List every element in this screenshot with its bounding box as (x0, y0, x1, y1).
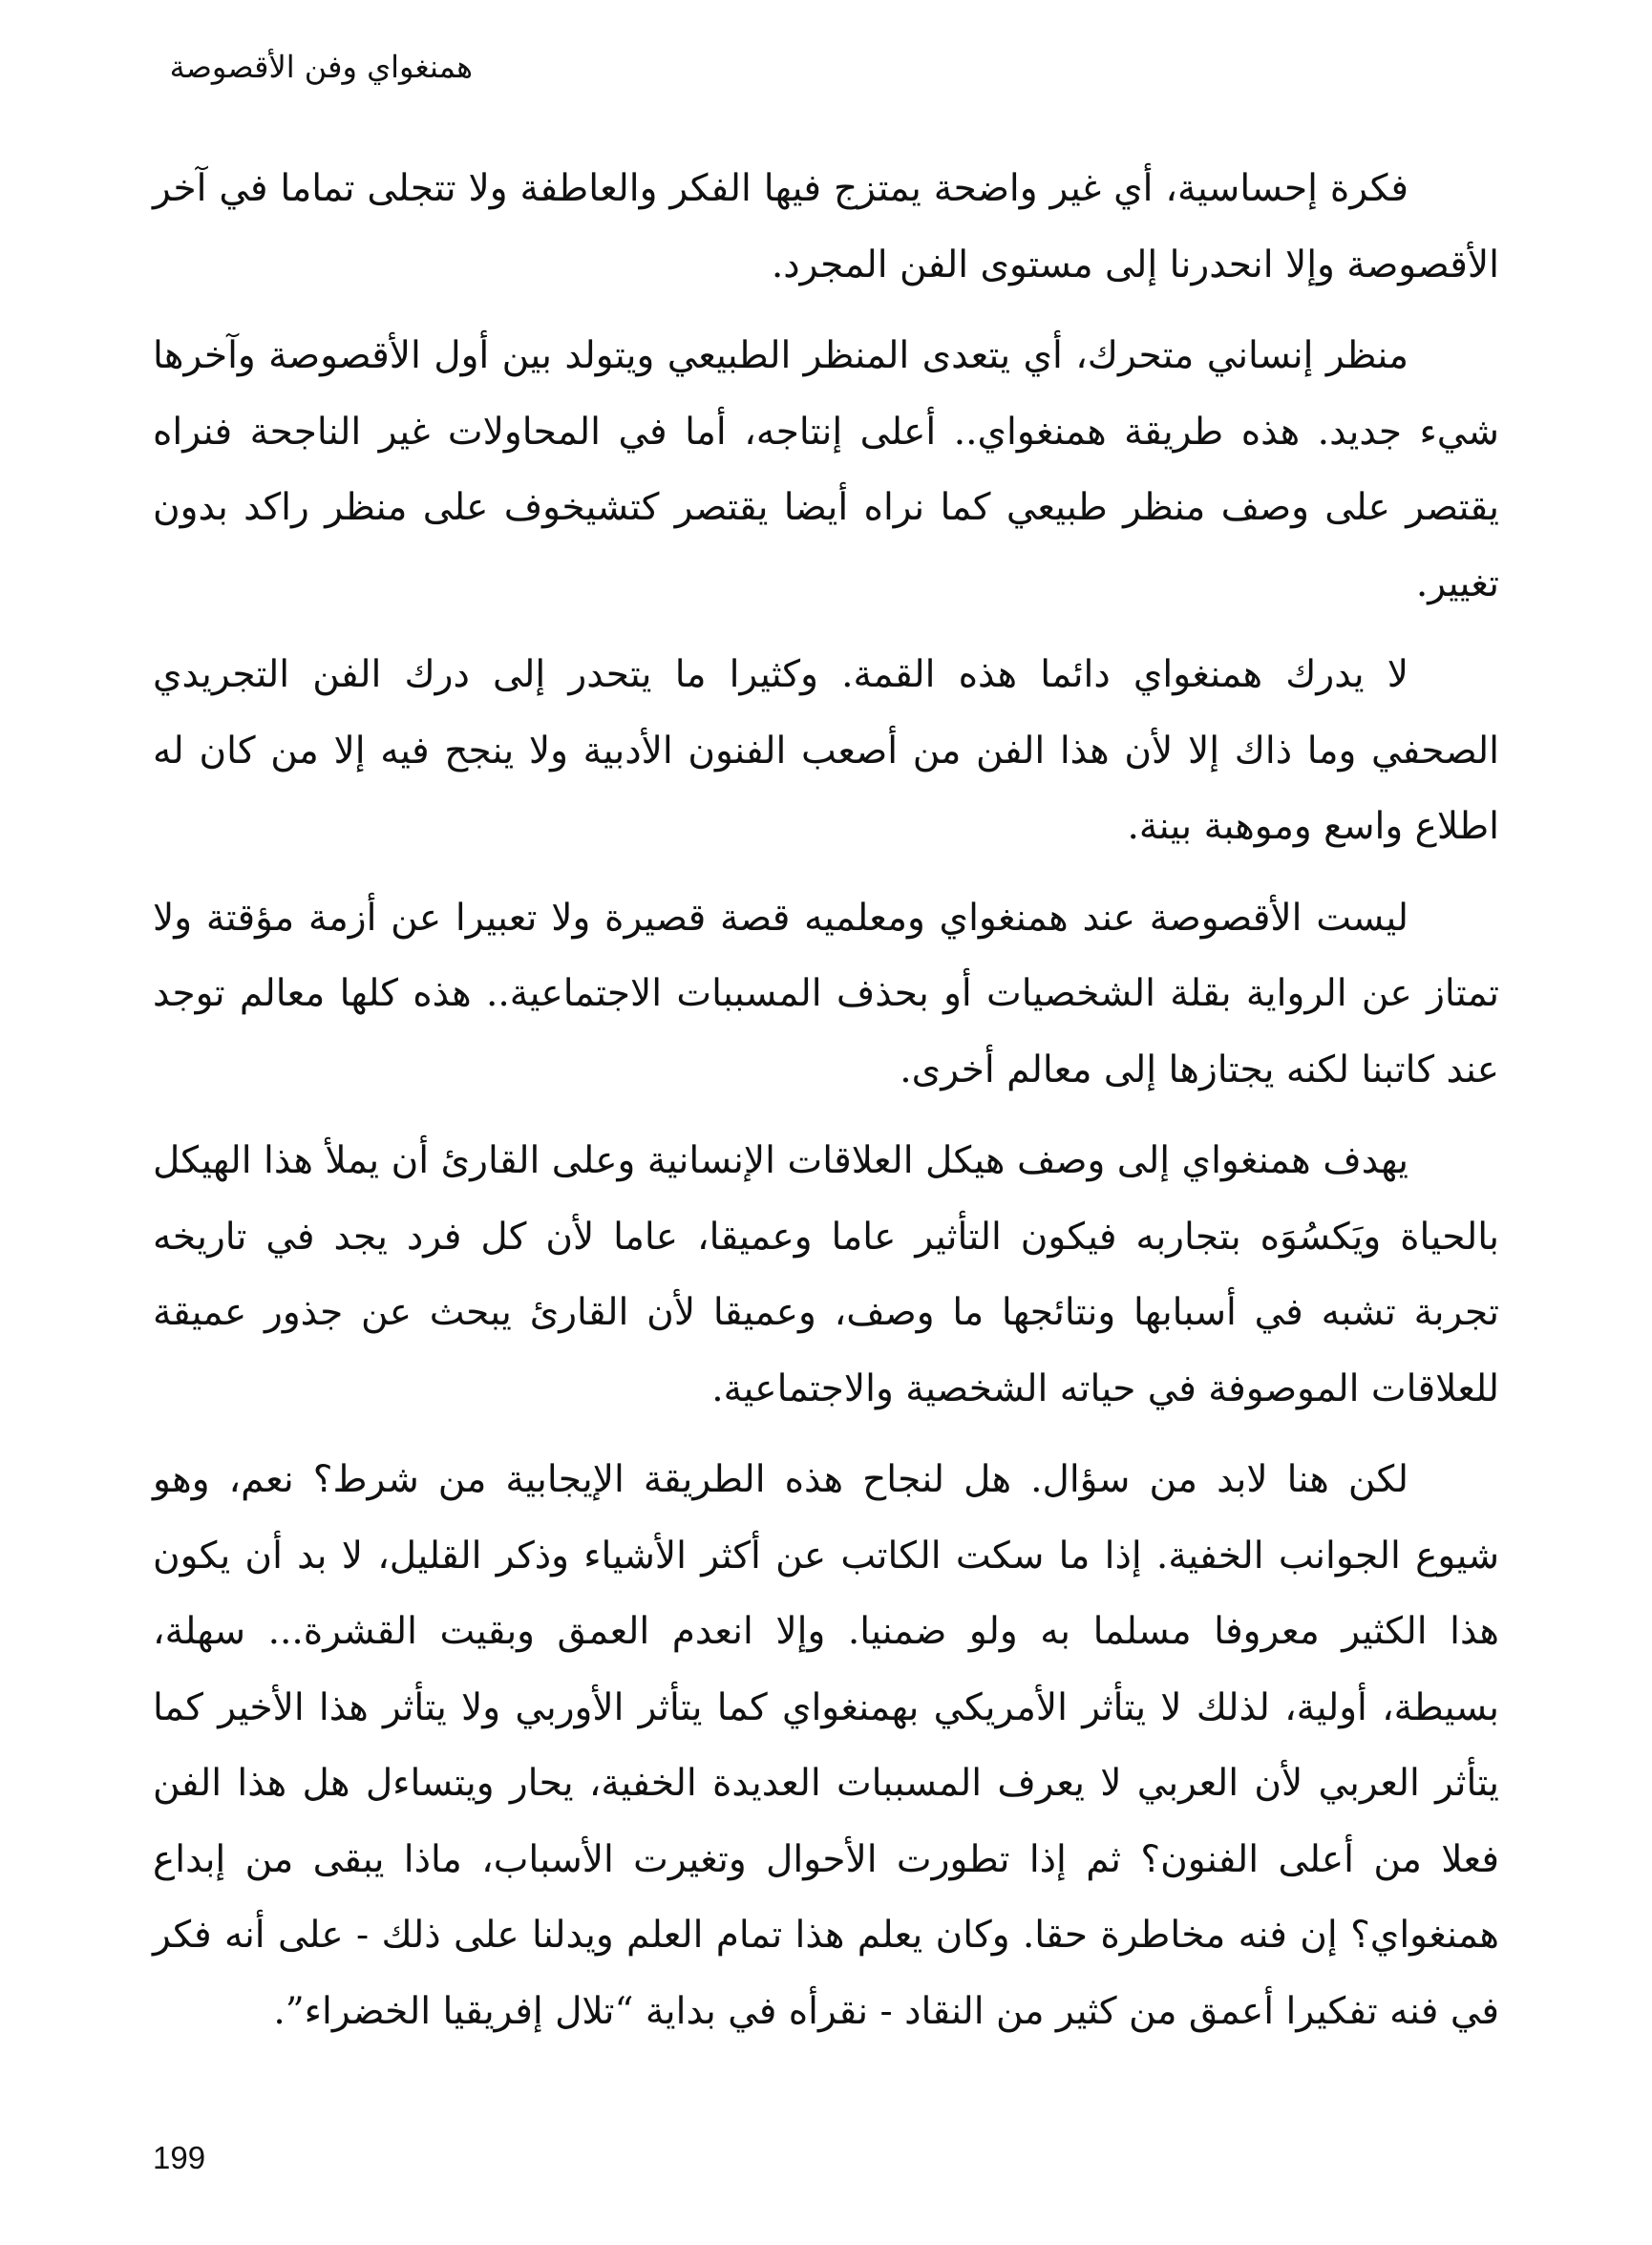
running-header-title: همنغواي وفن الأقصوصة (169, 49, 473, 85)
paragraph-6: لكن هنا لابد من سؤال. هل لنجاح هذه الطريقة الإيجابية من شرط؟ نعم، وهو شيوع الجوانب الخفية. إذا ما سكت الكاتب عن أكثر الأشياء وذكر القليل، لا بد أن يكون هذا الكثير معروفا مسلما به ولو ضمنيا. وإلا انعدم العمق وبقيت القشرة... سهلة، بسيطة، أولية، لذلك لا يتأثر الأمريكي بهمنغواي كما يتأثر الأوربي ولا يتأثر هذا الأخير كما يتأثر العربي لأن العربي لا يعرف المسببات العديدة الخفية، يحار ويتساءل هل هذا الفن فعلا من أعلى الفنون؟ ثم إذا تطورت الأحوال وتغيرت الأسباب، ماذا يبقى من إبداع همنغواي؟ إن فنه مخاطرة حقا. وكان يعلم هذا تمام العلم ويدلنا على ذلك - على أنه فكر في فنه تفكيرا أعمق من كثير من النقاد - نقرأه في بداية “تلال إفريقيا الخضراء”. (153, 1458, 1499, 2033)
paragraph-4: ليست الأقصوصة عند همنغواي ومعلميه قصة قصيرة ولا تعبيرا عن أزمة مؤقتة ولا تمتاز عن الرواية بقلة الشخصيات أو بحذف المسببات الاجتماعية.. هذه كلها معالم توجد عند كاتبنا لكنه يجتازها إلى معالم أخرى. (153, 896, 1499, 1091)
body-text (153, 151, 1499, 2065)
page-number: 199 (153, 2140, 206, 2175)
paragraph-3: لا يدرك همنغواي دائما هذه القمة. وكثيرا ما يتحدر إلى درك الفن التجريدي الصحفي وما ذاك إلا لأن هذا الفن من أصعب الفنون الأدبية ولا ينجح فيه إلا من كان له اطلاع واسع وموهبة بينة. (153, 653, 1499, 848)
paragraph-2: منظر إنساني متحرك، أي يتعدى المنظر الطبيعي ويتولد بين أول الأقصوصة وآخرها شيء جديد. هذه طريقة همنغواي.. أعلى إنتاجه، أما في المحاولات غير الناجحة فنراه يقتصر على وصف منظر طبيعي كما نراه أيضا يقتصر كتشيخوف على منظر راكد بدون تغيير. (153, 334, 1499, 605)
paragraph-1: فكرة إحساسية، أي غير واضحة يمتزج فيها الفكر والعاطفة ولا تتجلى تماما في آخر الأقصوصة وإلا انحدرنا إلى مستوى الفن المجرد. (153, 167, 1499, 286)
paragraph-5: يهدف همنغواي إلى وصف هيكل العلاقات الإنسانية وعلى القارئ أن يملأ هذا الهيكل بالحياة ويَكسُوَه بتجاربه فيكون التأثير عاما وعميقا، عاما لأن كل فرد يجد في تاريخه تجربة تشبه في أسبابها ونتائجها ما وصف، وعميقا لأن القارئ يبحث عن جذور عميقة للعلاقات الموصوفة في حياته الشخصية والاجتماعية. (153, 1139, 1499, 1410)
